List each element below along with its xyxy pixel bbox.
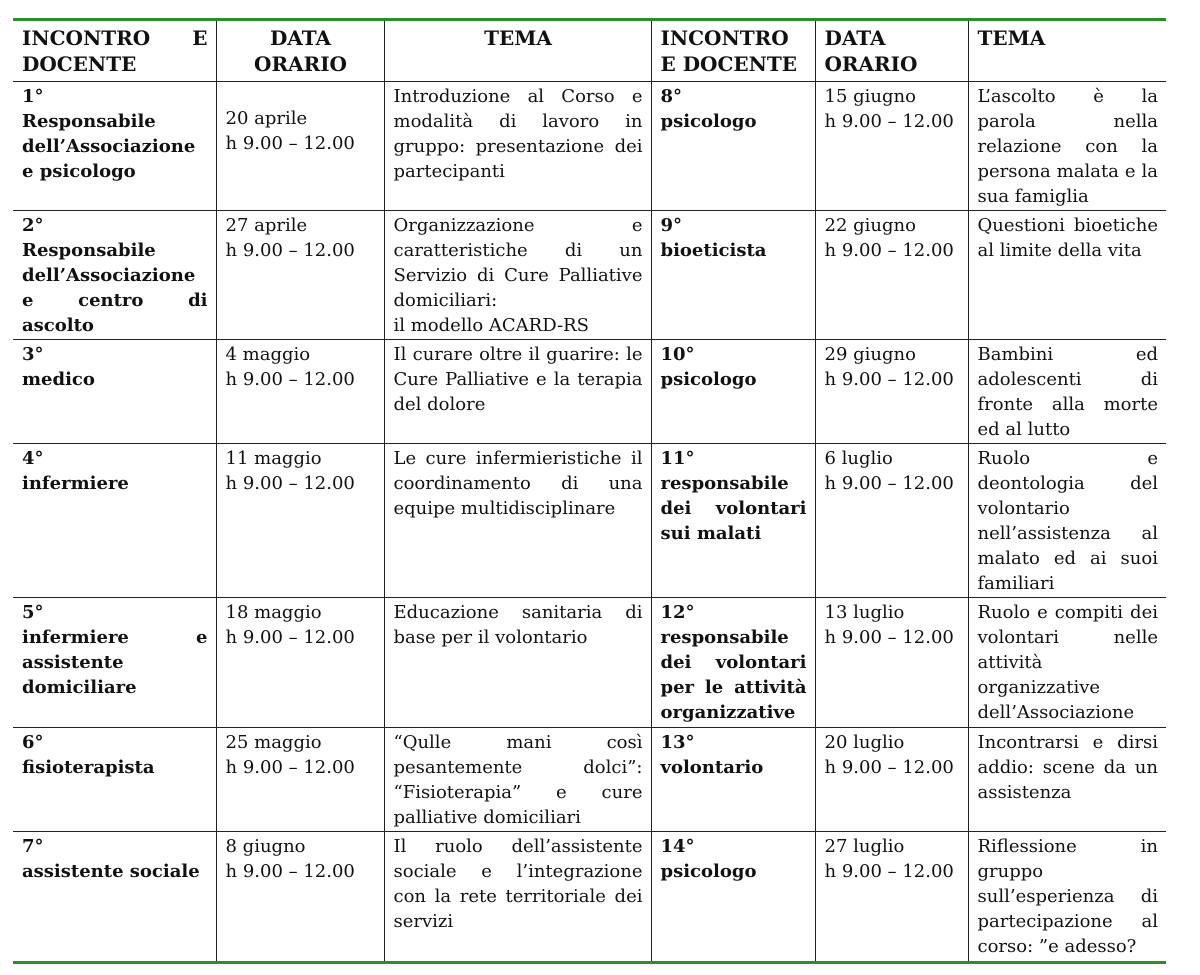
incontro-docente-cell [13, 728, 216, 832]
incontro-number: 14° [660, 836, 695, 857]
meeting-time: h 9.00 – 12.00 [225, 861, 355, 882]
incontro-docente-cell [651, 832, 815, 961]
data-orario-cell [815, 82, 968, 211]
docente-role: Responsabile dell’Associazione e centro di ascolto [22, 240, 208, 336]
docente-role: infermiere e assistente domiciliare [22, 627, 208, 698]
docente-role: bioeticista [660, 240, 767, 261]
incontro-docente-cell [651, 82, 815, 211]
data-orario-cell [815, 598, 968, 728]
tema-text: Ruolo e compiti dei volontari nelle attività organizzative dell’Associazione [977, 602, 1158, 723]
incontro-number: 9° [660, 215, 683, 236]
docente-role: psicologo [660, 369, 757, 390]
tema-text: “Qulle mani così pesantemente dolci”: “Fisioterapia” e cure palliative domiciliari [393, 732, 643, 828]
data-orario-cell [216, 598, 384, 728]
header-row [13, 21, 1166, 82]
meeting-date: 22 giugno [824, 215, 916, 236]
meeting-time: h 9.00 – 12.00 [824, 240, 954, 261]
meeting-time: h 9.00 – 12.00 [824, 757, 954, 778]
data-orario-cell [815, 211, 968, 340]
table-row [13, 728, 1166, 832]
tema-text: L’ascolto è la parola nella relazione con la persona malata e la sua famiglia [977, 86, 1158, 207]
tema-text: Il ruolo dell’assistente sociale e l’integrazione con la rete territoriale dei servizi [393, 836, 643, 932]
incontro-number: 3° [22, 344, 44, 365]
tema-cell [968, 211, 1166, 340]
incontro-docente-cell [13, 444, 216, 598]
docente-role: assistente sociale [22, 861, 200, 882]
docente-role: responsabile dei volontari sui malati [660, 473, 807, 544]
tema-text: Educazione sanitaria di base per il volontario [393, 602, 643, 648]
meeting-date: 13 luglio [824, 602, 905, 623]
schedule-body [13, 82, 1166, 961]
incontro-number: 6° [22, 732, 44, 753]
incontro-docente-cell [13, 598, 216, 728]
table-row [13, 211, 1166, 340]
docente-role: psicologo [660, 861, 757, 882]
meeting-date: 11 maggio [225, 448, 322, 469]
tema-cell [384, 444, 651, 598]
data-orario-cell [216, 832, 384, 961]
incontro-docente-cell [13, 82, 216, 211]
docente-role: medico [22, 369, 95, 390]
incontro-docente-cell [651, 444, 815, 598]
table-row [13, 444, 1166, 598]
data-orario-cell [815, 832, 968, 961]
tema-text-line: il modello ACARD-RS [393, 315, 589, 336]
meeting-date: 25 maggio [225, 732, 322, 753]
meeting-time: h 9.00 – 12.00 [824, 861, 954, 882]
incontro-docente-cell [13, 832, 216, 961]
tema-cell [384, 728, 651, 832]
bottom-green-rule [13, 961, 1166, 964]
incontro-number: 12° [660, 602, 695, 623]
meeting-time: h 9.00 – 12.00 [225, 240, 355, 261]
tema-text: Riflessione in gruppo sull’esperienza di partecipazione al corso: ”e adesso? [977, 836, 1158, 957]
data-orario-cell [216, 82, 384, 211]
meeting-date: 18 maggio [225, 602, 322, 623]
incontro-number: 4° [22, 448, 44, 469]
table-row [13, 598, 1166, 728]
tema-text: Bambini ed adolescenti di fronte alla morte ed al lutto [977, 344, 1158, 440]
schedule-table [13, 21, 1166, 961]
table-row [13, 82, 1166, 211]
data-orario-cell [216, 340, 384, 444]
tema-text: Questioni bioetiche al limite della vita [977, 215, 1158, 261]
incontro-number: 13° [660, 732, 695, 753]
incontro-number: 7° [22, 836, 44, 857]
tema-cell [968, 444, 1166, 598]
data-orario-cell [815, 340, 968, 444]
tema-cell [384, 211, 651, 340]
tema-cell [384, 832, 651, 961]
data-orario-cell [815, 444, 968, 598]
meeting-date: 15 giugno [824, 86, 916, 107]
tema-cell [968, 340, 1166, 444]
meeting-time: h 9.00 – 12.00 [225, 473, 355, 494]
tema-cell [968, 728, 1166, 832]
data-orario-cell [216, 728, 384, 832]
incontro-number: 2° [22, 215, 44, 236]
data-orario-cell [216, 211, 384, 340]
header-data-orario-2: DATA ORARIO [815, 21, 968, 82]
meeting-time: h 9.00 – 12.00 [225, 369, 355, 390]
meeting-date: 8 giugno [225, 836, 306, 857]
tema-cell [384, 340, 651, 444]
meeting-date: 27 aprile [225, 215, 308, 236]
tema-cell [384, 598, 651, 728]
schedule-document [13, 18, 1166, 964]
meeting-time: h 9.00 – 12.00 [824, 473, 954, 494]
meeting-time: h 9.00 – 12.00 [225, 627, 355, 648]
meeting-date: 20 luglio [824, 732, 905, 753]
header-tema-2: TEMA [968, 21, 1166, 82]
tema-text: Incontrarsi e dirsi addio: scene da un assistenza [977, 732, 1158, 803]
tema-text: Le cure infermieristiche il coordinamento di una equipe multidisciplinare [393, 448, 643, 519]
incontro-docente-cell [651, 211, 815, 340]
data-orario-cell [216, 444, 384, 598]
tema-cell [968, 82, 1166, 211]
meeting-time: h 9.00 – 12.00 [824, 111, 954, 132]
table-row [13, 340, 1166, 444]
tema-text: Ruolo e deontologia del volontario nell’assistenza al malato ed ai suoi familiari [977, 448, 1158, 594]
tema-cell [968, 598, 1166, 728]
incontro-number: 10° [660, 344, 695, 365]
meeting-time: h 9.00 – 12.00 [824, 369, 954, 390]
incontro-docente-cell [13, 211, 216, 340]
meeting-date: 20 aprile [225, 108, 308, 129]
tema-text: Introduzione al Corso e modalità di lavoro in gruppo: presentazione dei partecipanti [393, 86, 643, 182]
header-tema: TEMA [384, 21, 651, 82]
meeting-date: 27 luglio [824, 836, 905, 857]
docente-role: responsabile dei volontari per le attività organizzative [660, 627, 807, 723]
docente-role: Responsabile dell’Associazione e psicologo [22, 111, 196, 182]
incontro-number: 11° [660, 448, 695, 469]
tema-cell [968, 832, 1166, 961]
incontro-number: 5° [22, 602, 44, 623]
tema-text: Organizzazione e caratteristiche di un Servizio di Cure Palliative domiciliari: [393, 215, 643, 311]
meeting-time: h 9.00 – 12.00 [824, 627, 954, 648]
data-orario-cell [815, 728, 968, 832]
docente-role: psicologo [660, 111, 757, 132]
docente-role: infermiere [22, 473, 129, 494]
tema-text: Il curare oltre il guarire: le Cure Palliative e la terapia del dolore [393, 344, 643, 415]
meeting-time: h 9.00 – 12.00 [225, 757, 355, 778]
meeting-time: h 9.00 – 12.00 [225, 133, 355, 154]
incontro-docente-cell [651, 340, 815, 444]
incontro-number: 1° [22, 86, 44, 107]
docente-role: fisioterapista [22, 757, 155, 778]
incontro-number: 8° [660, 86, 683, 107]
meeting-date: 6 luglio [824, 448, 893, 469]
tema-cell [384, 82, 651, 211]
incontro-docente-cell [651, 598, 815, 728]
incontro-docente-cell [13, 340, 216, 444]
meeting-date: 4 maggio [225, 344, 311, 365]
docente-role: volontario [660, 757, 764, 778]
incontro-docente-cell [651, 728, 815, 832]
table-row [13, 832, 1166, 961]
header-incontro-docente-2: INCONTRO E DOCENTE [651, 21, 815, 82]
meeting-date: 29 giugno [824, 344, 916, 365]
header-incontro-docente: INCONTRO E DOCENTE [13, 21, 216, 82]
header-data-orario: DATA ORARIO [216, 21, 384, 82]
